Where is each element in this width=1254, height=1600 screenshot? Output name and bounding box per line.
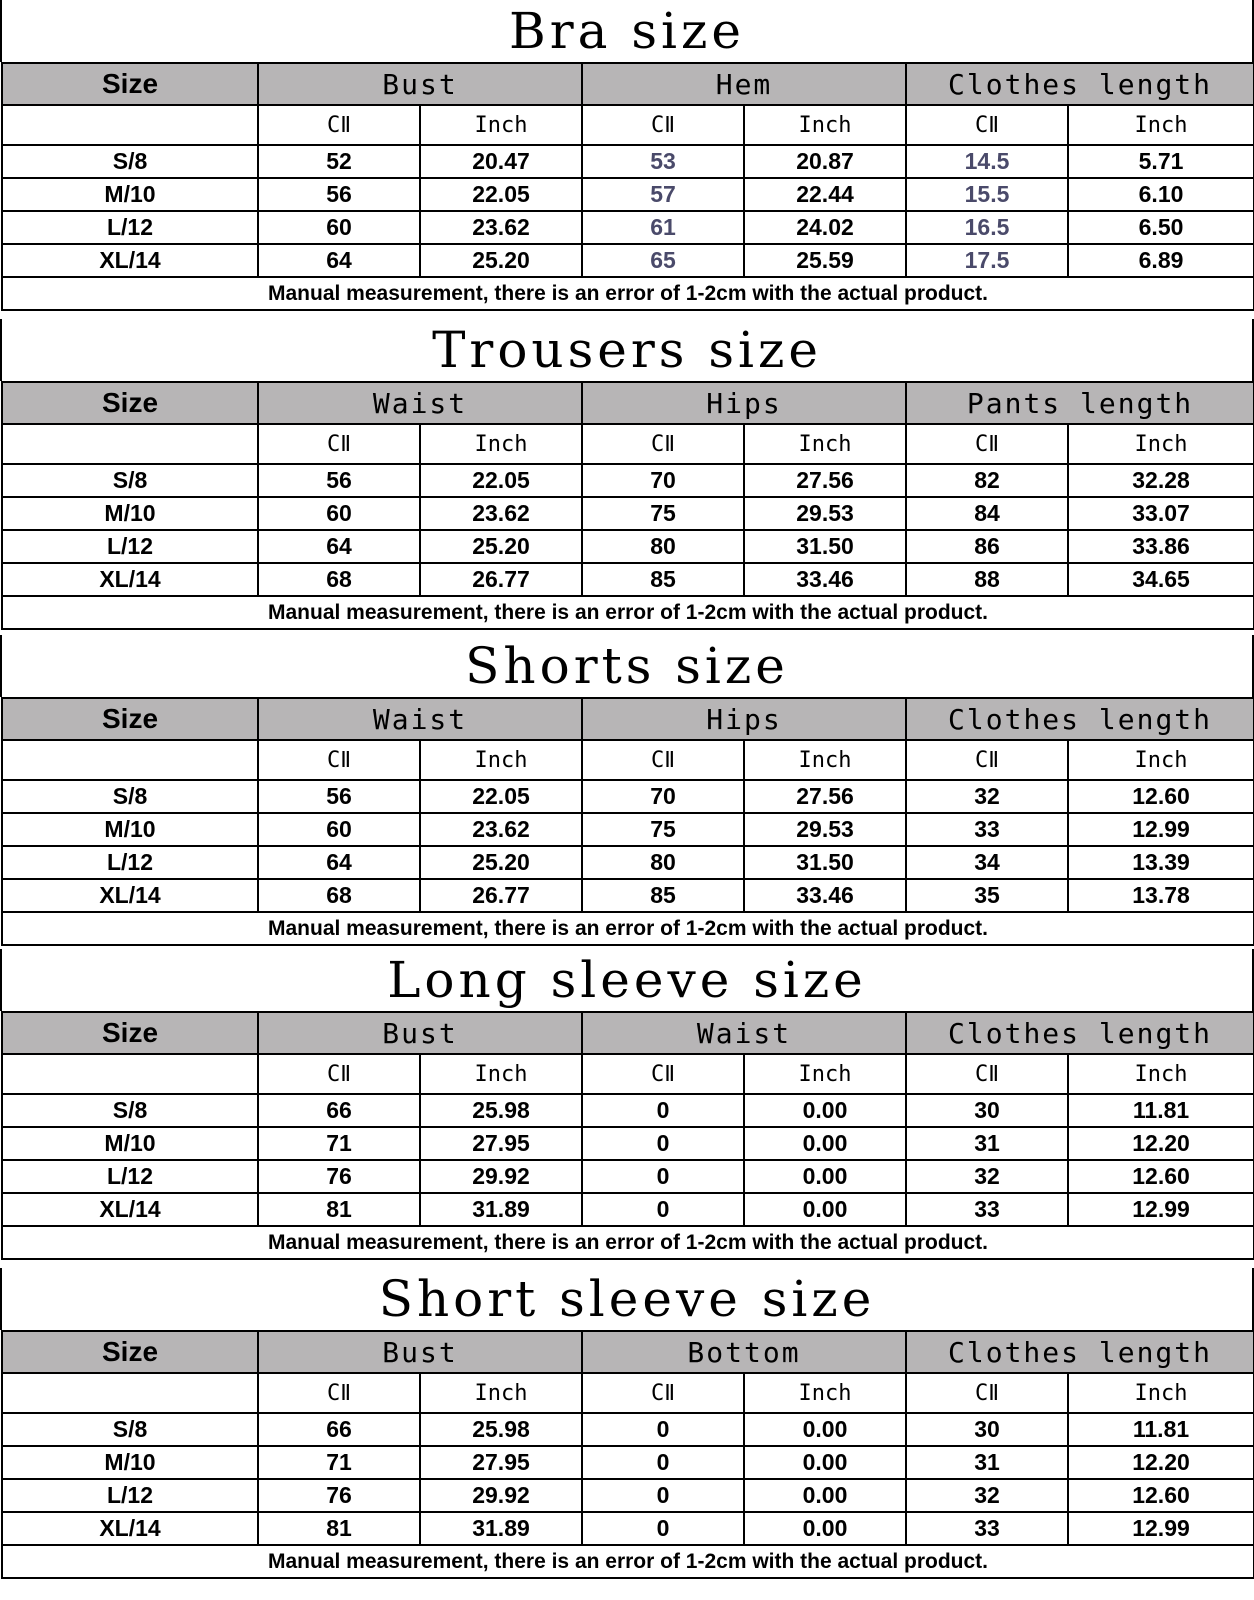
table-row [2,1127,1254,1160]
unit-blank [2,105,258,145]
size-cell: M/10 [2,178,258,211]
value-cell: 13.39 [1068,846,1254,879]
value-cell: 0 [582,1160,744,1193]
value-cell: 80 [582,530,744,563]
unit-inch: Inch [1068,1054,1254,1094]
value-cell: 0 [582,1413,744,1446]
unit-cm: CⅡ [258,105,420,145]
table-row [2,464,1254,497]
value-cell: 0.00 [744,1479,906,1512]
size-table [1,62,1254,311]
value-cell: 33 [906,1512,1068,1545]
unit-inch: Inch [420,1054,582,1094]
value-cell: 85 [582,563,744,596]
value-cell: 12.99 [1068,813,1254,846]
header-row [2,1331,1254,1373]
unit-blank [2,740,258,780]
note-row [2,277,1254,310]
unit-cm: CⅡ [258,424,420,464]
size-table [1,697,1254,946]
value-cell: 13.78 [1068,879,1254,912]
value-cell: 66 [258,1413,420,1446]
value-cell: 29.92 [420,1160,582,1193]
unit-inch: Inch [420,424,582,464]
value-cell: 27.56 [744,464,906,497]
table-row [2,1193,1254,1226]
value-cell: 25.20 [420,530,582,563]
size-cell: L/12 [2,211,258,244]
unit-cm: CⅡ [582,1373,744,1413]
unit-cm: CⅡ [258,740,420,780]
value-cell: 29.53 [744,497,906,530]
value-cell: 85 [582,879,744,912]
value-cell: 0.00 [744,1512,906,1545]
table-row [2,178,1254,211]
value-cell: 56 [258,178,420,211]
unit-cm: CⅡ [582,105,744,145]
size-cell: S/8 [2,1094,258,1127]
value-cell: 20.47 [420,145,582,178]
size-column-header: Size [2,382,258,424]
unit-cm: CⅡ [906,740,1068,780]
table-row [2,563,1254,596]
unit-inch: Inch [744,424,906,464]
size-cell: L/12 [2,846,258,879]
value-cell: 16.5 [906,211,1068,244]
value-cell: 64 [258,846,420,879]
value-cell: 75 [582,497,744,530]
group-header: Bottom [582,1331,906,1373]
unit-inch: Inch [1068,105,1254,145]
value-cell: 0.00 [744,1446,906,1479]
value-cell: 70 [582,464,744,497]
measurement-note: Manual measurement, there is an error of 1-2cm with the actual product. [2,912,1254,945]
unit-inch: Inch [1068,424,1254,464]
value-cell: 88 [906,563,1068,596]
value-cell: 0 [582,1479,744,1512]
measurement-note: Manual measurement, there is an error of 1-2cm with the actual product. [2,277,1254,310]
value-cell: 68 [258,563,420,596]
value-cell: 17.5 [906,244,1068,277]
section-title: Bra size [0,0,1254,62]
unit-blank [2,424,258,464]
unit-blank [2,1373,258,1413]
unit-row [2,105,1254,145]
header-row [2,382,1254,424]
value-cell: 34 [906,846,1068,879]
value-cell: 25.20 [420,244,582,277]
size-cell: S/8 [2,780,258,813]
value-cell: 31.89 [420,1512,582,1545]
value-cell: 22.44 [744,178,906,211]
group-header: Clothes length [906,1331,1254,1373]
value-cell: 25.20 [420,846,582,879]
value-cell: 34.65 [1068,563,1254,596]
unit-cm: CⅡ [906,424,1068,464]
size-cell: XL/14 [2,244,258,277]
unit-cm: CⅡ [582,1054,744,1094]
unit-inch: Inch [1068,1373,1254,1413]
size-cell: S/8 [2,1413,258,1446]
section-title: Shorts size [0,635,1254,697]
unit-inch: Inch [744,740,906,780]
unit-inch: Inch [744,1373,906,1413]
value-cell: 15.5 [906,178,1068,211]
unit-inch: Inch [420,1373,582,1413]
value-cell: 56 [258,780,420,813]
table-row [2,1160,1254,1193]
unit-row [2,424,1254,464]
value-cell: 0.00 [744,1413,906,1446]
size-cell: M/10 [2,1446,258,1479]
value-cell: 6.50 [1068,211,1254,244]
value-cell: 65 [582,244,744,277]
section-title: Trousers size [0,319,1254,381]
table-row [2,879,1254,912]
value-cell: 61 [582,211,744,244]
value-cell: 23.62 [420,211,582,244]
size-section [0,319,1254,630]
unit-inch: Inch [1068,740,1254,780]
group-header: Hips [582,382,906,424]
value-cell: 23.62 [420,497,582,530]
value-cell: 75 [582,813,744,846]
size-table [1,1011,1254,1260]
unit-cm: CⅡ [906,1054,1068,1094]
value-cell: 31 [906,1446,1068,1479]
header-row [2,698,1254,740]
measurement-note: Manual measurement, there is an error of 1-2cm with the actual product. [2,1226,1254,1259]
size-cell: L/12 [2,1160,258,1193]
unit-cm: CⅡ [582,740,744,780]
value-cell: 33.07 [1068,497,1254,530]
header-row [2,63,1254,105]
header-row [2,1012,1254,1054]
value-cell: 22.05 [420,780,582,813]
size-column-header: Size [2,1331,258,1373]
value-cell: 25.98 [420,1413,582,1446]
table-row [2,244,1254,277]
value-cell: 6.10 [1068,178,1254,211]
value-cell: 0.00 [744,1160,906,1193]
value-cell: 12.20 [1068,1446,1254,1479]
value-cell: 71 [258,1127,420,1160]
value-cell: 31.50 [744,846,906,879]
group-header: Waist [582,1012,906,1054]
size-cell: XL/14 [2,1512,258,1545]
unit-cm: CⅡ [906,1373,1068,1413]
size-cell: S/8 [2,145,258,178]
table-row [2,1094,1254,1127]
value-cell: 32 [906,780,1068,813]
size-section [0,635,1254,946]
unit-row [2,1373,1254,1413]
group-header: Bust [258,1012,582,1054]
value-cell: 35 [906,879,1068,912]
size-column-header: Size [2,63,258,105]
value-cell: 0 [582,1193,744,1226]
value-cell: 6.89 [1068,244,1254,277]
value-cell: 86 [906,530,1068,563]
value-cell: 31.89 [420,1193,582,1226]
value-cell: 33.46 [744,879,906,912]
measurement-note: Manual measurement, there is an error of 1-2cm with the actual product. [2,1545,1254,1578]
unit-inch: Inch [744,105,906,145]
size-section [0,949,1254,1260]
value-cell: 23.62 [420,813,582,846]
value-cell: 76 [258,1479,420,1512]
value-cell: 0.00 [744,1127,906,1160]
value-cell: 81 [258,1193,420,1226]
size-cell: XL/14 [2,563,258,596]
value-cell: 11.81 [1068,1413,1254,1446]
group-header: Bust [258,1331,582,1373]
value-cell: 31.50 [744,530,906,563]
value-cell: 20.87 [744,145,906,178]
value-cell: 80 [582,846,744,879]
value-cell: 22.05 [420,464,582,497]
section-title: Long sleeve size [0,949,1254,1011]
value-cell: 70 [582,780,744,813]
group-header: Clothes length [906,698,1254,740]
size-cell: M/10 [2,1127,258,1160]
unit-row [2,740,1254,780]
unit-cm: CⅡ [258,1373,420,1413]
size-column-header: Size [2,698,258,740]
value-cell: 66 [258,1094,420,1127]
value-cell: 0 [582,1512,744,1545]
size-cell: M/10 [2,497,258,530]
value-cell: 12.60 [1068,780,1254,813]
table-row [2,1512,1254,1545]
value-cell: 12.20 [1068,1127,1254,1160]
unit-blank [2,1054,258,1094]
value-cell: 30 [906,1094,1068,1127]
group-header: Waist [258,382,582,424]
table-row [2,1479,1254,1512]
value-cell: 53 [582,145,744,178]
size-cell: L/12 [2,1479,258,1512]
table-row [2,780,1254,813]
value-cell: 29.53 [744,813,906,846]
value-cell: 64 [258,244,420,277]
group-header: Waist [258,698,582,740]
value-cell: 57 [582,178,744,211]
value-cell: 32.28 [1068,464,1254,497]
value-cell: 25.59 [744,244,906,277]
value-cell: 0.00 [744,1193,906,1226]
group-header: Clothes length [906,63,1254,105]
table-row [2,530,1254,563]
note-row [2,1226,1254,1259]
size-section [0,1268,1254,1579]
group-header: Hem [582,63,906,105]
value-cell: 25.98 [420,1094,582,1127]
size-cell: XL/14 [2,879,258,912]
value-cell: 81 [258,1512,420,1545]
unit-cm: CⅡ [258,1054,420,1094]
value-cell: 82 [906,464,1068,497]
measurement-note: Manual measurement, there is an error of 1-2cm with the actual product. [2,596,1254,629]
value-cell: 11.81 [1068,1094,1254,1127]
value-cell: 26.77 [420,879,582,912]
unit-inch: Inch [420,105,582,145]
table-row [2,813,1254,846]
group-header: Hips [582,698,906,740]
size-table [1,1330,1254,1579]
group-header: Bust [258,63,582,105]
value-cell: 60 [258,211,420,244]
value-cell: 76 [258,1160,420,1193]
table-row [2,1446,1254,1479]
size-cell: M/10 [2,813,258,846]
value-cell: 12.60 [1068,1160,1254,1193]
value-cell: 52 [258,145,420,178]
size-table [1,381,1254,630]
value-cell: 68 [258,879,420,912]
section-title: Short sleeve size [0,1268,1254,1330]
value-cell: 60 [258,813,420,846]
unit-cm: CⅡ [906,105,1068,145]
value-cell: 32 [906,1479,1068,1512]
value-cell: 12.99 [1068,1193,1254,1226]
value-cell: 0.00 [744,1094,906,1127]
unit-cm: CⅡ [582,424,744,464]
unit-inch: Inch [744,1054,906,1094]
value-cell: 5.71 [1068,145,1254,178]
value-cell: 56 [258,464,420,497]
value-cell: 32 [906,1160,1068,1193]
value-cell: 12.60 [1068,1479,1254,1512]
value-cell: 31 [906,1127,1068,1160]
value-cell: 64 [258,530,420,563]
note-row [2,1545,1254,1578]
value-cell: 29.92 [420,1479,582,1512]
value-cell: 14.5 [906,145,1068,178]
table-row [2,846,1254,879]
group-header: Clothes length [906,1012,1254,1054]
table-row [2,1413,1254,1446]
value-cell: 27.95 [420,1446,582,1479]
unit-row [2,1054,1254,1094]
size-cell: L/12 [2,530,258,563]
value-cell: 60 [258,497,420,530]
value-cell: 27.56 [744,780,906,813]
value-cell: 27.95 [420,1127,582,1160]
value-cell: 84 [906,497,1068,530]
group-header: Pants length [906,382,1254,424]
size-section [0,0,1254,311]
value-cell: 33 [906,813,1068,846]
value-cell: 0 [582,1446,744,1479]
table-row [2,211,1254,244]
note-row [2,596,1254,629]
value-cell: 26.77 [420,563,582,596]
value-cell: 22.05 [420,178,582,211]
value-cell: 71 [258,1446,420,1479]
size-cell: S/8 [2,464,258,497]
table-row [2,145,1254,178]
size-cell: XL/14 [2,1193,258,1226]
value-cell: 24.02 [744,211,906,244]
value-cell: 30 [906,1413,1068,1446]
note-row [2,912,1254,945]
table-row [2,497,1254,530]
unit-inch: Inch [420,740,582,780]
value-cell: 33.86 [1068,530,1254,563]
value-cell: 33 [906,1193,1068,1226]
size-column-header: Size [2,1012,258,1054]
value-cell: 0 [582,1127,744,1160]
value-cell: 33.46 [744,563,906,596]
value-cell: 0 [582,1094,744,1127]
value-cell: 12.99 [1068,1512,1254,1545]
